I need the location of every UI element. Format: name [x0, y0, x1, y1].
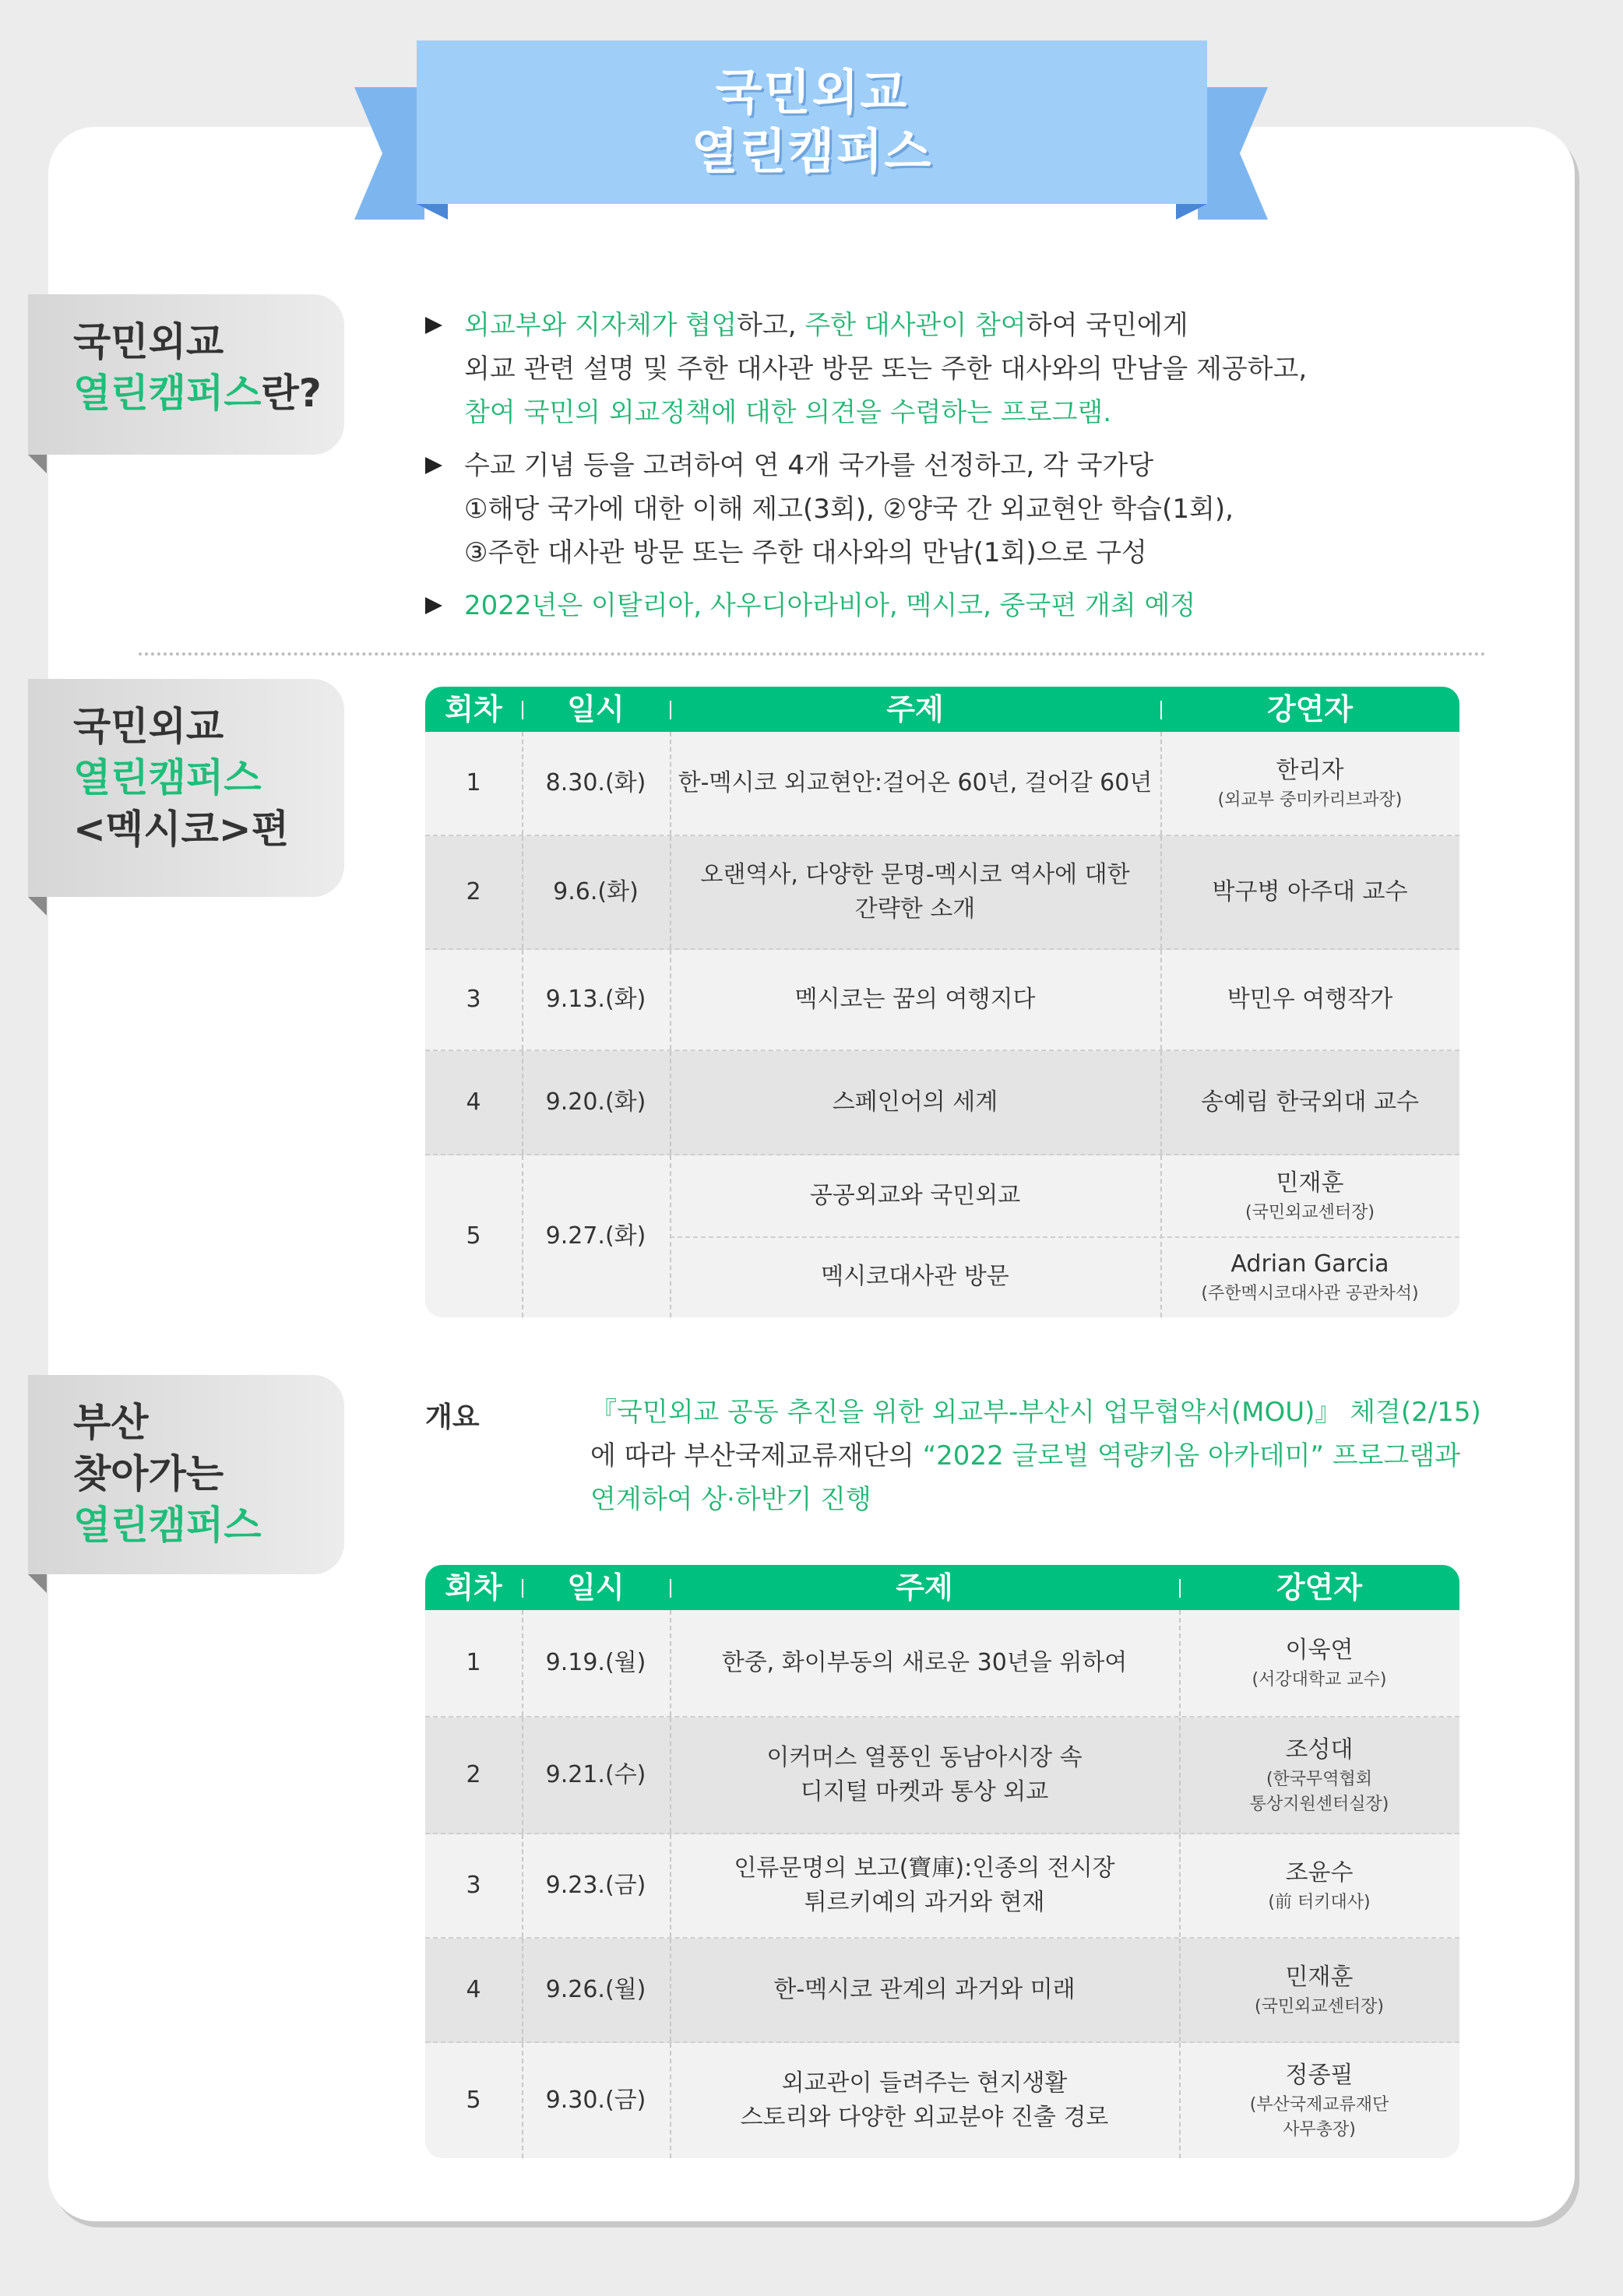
round-number: 2 — [466, 1761, 481, 1788]
speaker-cell — [1179, 1718, 1459, 1833]
highlight-text: 2022년은 이탈리아, 사우디아라비아, 멕시코, 중국편 개최 예정 — [464, 590, 1196, 621]
date-text: 8.30.(화) — [545, 769, 646, 796]
speaker-name: 민재훈 — [1285, 1964, 1354, 1991]
table-row — [425, 836, 1459, 950]
date-cell — [522, 1718, 670, 1833]
mexico-schedule-table — [425, 687, 1459, 1317]
speaker-cell — [1160, 950, 1459, 1050]
topic-text: 한중, 화이부동의 새로운 30년을 위하여 — [721, 1649, 1128, 1676]
topic-cell — [670, 1718, 1179, 1833]
header-divider — [670, 1579, 671, 1598]
speaker-affiliation: 사무총장) — [1283, 2120, 1356, 2140]
speaker-name: 조성대 — [1285, 1736, 1354, 1763]
banner-title-line1: 국민외교 — [715, 64, 909, 121]
topic-cell — [670, 732, 1160, 835]
tab-line: <멕시코>편 — [73, 807, 289, 852]
date-text: 9.27.(화) — [545, 1222, 646, 1250]
round-cell — [425, 1051, 522, 1154]
table-row — [425, 2043, 1459, 2158]
tab-suffix: 란? — [261, 371, 322, 416]
table-body — [425, 732, 1459, 1317]
topic-text: 튀르키예의 과거와 현재 — [804, 1889, 1045, 1916]
speaker-name: 조윤수 — [1285, 1859, 1354, 1886]
table-header — [425, 687, 1459, 732]
intro-bullets — [425, 304, 1516, 637]
section-tab-mexico — [28, 679, 344, 897]
body-text: ③주한 대사관 방문 또는 주한 대사와의 만남(1회)으로 구성 — [464, 537, 1147, 568]
overview-text — [590, 1391, 1509, 1521]
header-speaker: 강연자 — [1266, 692, 1354, 726]
speaker-cell — [1179, 1610, 1459, 1716]
date-cell — [522, 1834, 670, 1937]
header-round: 회차 — [445, 1570, 502, 1605]
highlight-text: 참여 국민의 외교정책에 대한 의견을 수렴하는 프로그램. — [464, 397, 1112, 428]
date-text: 9.23.(금) — [545, 1872, 646, 1899]
overview-line — [590, 1478, 1509, 1521]
speaker-name: 송예림 한국외대 교수 — [1201, 1088, 1419, 1116]
dotted-divider — [139, 652, 1486, 656]
round-number: 3 — [466, 986, 481, 1013]
topic-text: 이커머스 열풍인 동남아시장 속 — [766, 1744, 1083, 1771]
round-number: 1 — [466, 769, 481, 796]
topic-text: 한-멕시코 외교현안:걸어온 60년, 걸어갈 60년 — [678, 769, 1153, 796]
round-number: 4 — [466, 1088, 481, 1116]
topic-text: 공공외교와 국민외교 — [809, 1182, 1021, 1209]
speaker-affiliation: (前 터키대사) — [1268, 1893, 1371, 1912]
bullet-line — [464, 531, 1516, 575]
topic-text: 스토리와 다양한 외교분야 진출 경로 — [740, 2104, 1109, 2131]
date-text: 9.13.(화) — [545, 986, 646, 1013]
section-tab-what-is — [28, 294, 344, 455]
date-cell — [522, 836, 670, 948]
topic-text: 인류문명의 보고(寶庫):인종의 전시장 — [734, 1855, 1115, 1882]
topic-text: 스페인어의 세계 — [832, 1088, 998, 1116]
table-row — [425, 1155, 1459, 1317]
table-body — [425, 1610, 1459, 2158]
date-cell — [522, 950, 670, 1050]
overview-line — [590, 1434, 1509, 1478]
header-speaker: 강연자 — [1276, 1570, 1363, 1605]
topic-text: 멕시코는 꿈의 여행지다 — [794, 986, 1036, 1013]
topic-text: 외교관이 들려주는 현지생활 — [781, 2069, 1068, 2097]
speaker-name: 민재훈 — [1276, 1169, 1344, 1197]
date-cell — [522, 1155, 670, 1317]
date-cell — [522, 2043, 670, 2158]
bullet-line — [464, 487, 1516, 531]
bullet-item — [425, 304, 1516, 434]
body-text: 하고, — [737, 310, 805, 341]
tab-highlight: 열린캠퍼스 — [73, 1503, 262, 1548]
tab-highlight: 열린캠퍼스 — [73, 755, 262, 800]
topic-cell — [670, 1155, 1160, 1236]
speaker-name: 박민우 여행작가 — [1227, 986, 1393, 1013]
header-divider — [1179, 1579, 1181, 1598]
highlight-text: 외교부와 지자체가 협업 — [464, 310, 738, 341]
speaker-affiliation: (외교부 중미카리브과장) — [1217, 790, 1403, 810]
date-text: 9.26.(월) — [545, 1976, 646, 2003]
speaker-cell — [1160, 732, 1459, 835]
tab-line: 찾아가는 — [73, 1451, 224, 1496]
topic-cell — [670, 1939, 1179, 2041]
table-row — [425, 950, 1459, 1051]
speaker-name: 이욱연 — [1285, 1637, 1354, 1664]
triangle-bullet-icon — [425, 597, 442, 614]
topic-text: 오랜역사, 다양한 문명-멕시코 역사에 대한 — [700, 861, 1130, 888]
topic-text: 디지털 마켓과 통상 외교 — [800, 1778, 1049, 1806]
date-text: 9.19.(월) — [545, 1649, 646, 1676]
table-row — [425, 1051, 1459, 1155]
round-cell — [425, 732, 522, 835]
table-row — [425, 732, 1459, 836]
topic-cell — [670, 2043, 1179, 2158]
speaker-cell — [1179, 1939, 1459, 2041]
bullet-line — [464, 391, 1516, 434]
topic-cell — [670, 1610, 1179, 1716]
round-number: 2 — [466, 878, 481, 905]
tab-line: 부산 — [73, 1400, 149, 1445]
topic-text: 멕시코대사관 방문 — [821, 1263, 1009, 1290]
body-text: ①해당 국가에 대한 이해 제고(3회), ②양국 간 외교현안 학습(1회), — [464, 494, 1234, 525]
table-row — [425, 1610, 1459, 1718]
triangle-bullet-icon — [425, 457, 442, 474]
header-date: 일시 — [567, 692, 625, 726]
bullet-line — [464, 304, 1516, 347]
speaker-affiliation: (서강대학교 교수) — [1252, 1670, 1387, 1689]
triangle-bullet-icon — [425, 317, 442, 334]
speaker-cell — [1160, 1051, 1459, 1154]
table-row — [425, 1834, 1459, 1939]
topic-cell — [670, 1834, 1179, 1937]
body-text: 수교 기념 등을 고려하여 연 4개 국가를 선정하고, 각 국가당 — [464, 450, 1154, 481]
header-topic: 주제 — [886, 692, 944, 726]
header-divider — [670, 701, 671, 719]
speaker-name: 정종필 — [1285, 2062, 1354, 2089]
header-divider — [1160, 701, 1162, 719]
body-text: 외교 관련 설명 및 주한 대사관 방문 또는 주한 대사와의 만남을 제공하고, — [464, 353, 1308, 385]
topic-cell — [670, 1051, 1160, 1154]
tab-line: 국민외교 — [73, 319, 224, 364]
speaker-name: 박구병 아주대 교수 — [1212, 878, 1408, 905]
section-tab-busan — [28, 1375, 344, 1574]
round-cell — [425, 950, 522, 1050]
bullet-item — [425, 444, 1516, 575]
highlight-text: 연계하여 상·하반기 진행 — [590, 1484, 871, 1515]
speaker-affiliation: 통상지원센터실장) — [1249, 1795, 1389, 1814]
banner-title-line2: 열린캠퍼스 — [691, 123, 933, 180]
header-round: 회차 — [445, 692, 502, 726]
round-cell — [425, 1939, 522, 2041]
date-text: 9.6.(화) — [553, 878, 639, 905]
date-text: 9.20.(화) — [545, 1088, 646, 1116]
date-cell — [522, 1939, 670, 2041]
topic-cell — [670, 1236, 1160, 1317]
topic-cell — [670, 950, 1160, 1050]
speaker-cell — [1179, 2043, 1459, 2158]
title-banner — [417, 40, 1207, 204]
tab-highlight: 열린캠퍼스 — [73, 371, 262, 416]
round-cell — [425, 836, 522, 948]
topic-text: 한-멕시코 관계의 과거와 미래 — [773, 1976, 1076, 2003]
speaker-cell — [1179, 1834, 1459, 1937]
topic-cell — [670, 836, 1160, 948]
highlight-text: “2022 글로벌 역량키움 아카데미” 프로그램과 — [922, 1440, 1461, 1471]
bullet-line — [464, 444, 1516, 487]
body-text: 하여 국민에게 — [1026, 310, 1188, 341]
header-divider — [522, 701, 523, 719]
round-number: 1 — [466, 1649, 481, 1676]
speaker-affiliation: (한국무역협회 — [1266, 1770, 1373, 1789]
date-text: 9.21.(수) — [545, 1761, 646, 1788]
date-cell — [522, 1051, 670, 1154]
header-topic: 주제 — [896, 1570, 953, 1605]
table-row — [425, 1939, 1459, 2043]
overview-label: 개요 — [425, 1401, 480, 1433]
round-cell — [425, 1155, 522, 1317]
date-cell — [522, 1610, 670, 1716]
bullet-item — [425, 584, 1516, 628]
highlight-text: 주한 대사관이 참여 — [804, 310, 1026, 341]
bullet-line — [464, 347, 1516, 391]
table-header — [425, 1565, 1459, 1610]
header-date: 일시 — [567, 1570, 625, 1605]
sub-row-divider — [670, 1236, 1459, 1238]
round-number: 5 — [466, 1222, 481, 1250]
tab-line: 국민외교 — [73, 704, 224, 749]
highlight-text: 『국민외교 공동 추진을 위한 외교부-부산시 업무협약서(MOU)』 체결(2/15) — [590, 1397, 1481, 1428]
round-number: 4 — [466, 1976, 481, 2003]
speaker-affiliation: (국민외교센터장) — [1245, 1203, 1375, 1222]
speaker-name: Adrian Garcia — [1230, 1250, 1389, 1278]
speaker-name: 한리자 — [1276, 757, 1344, 784]
speaker-cell — [1160, 1236, 1459, 1317]
table-row — [425, 1718, 1459, 1834]
speaker-cell — [1160, 1155, 1459, 1236]
busan-schedule-table — [425, 1565, 1459, 2158]
speaker-affiliation: (주한멕시코대사관 공관차석) — [1201, 1284, 1419, 1303]
round-cell — [425, 1834, 522, 1937]
round-number: 5 — [466, 2087, 481, 2114]
tab-line — [73, 367, 344, 419]
date-cell — [522, 732, 670, 835]
bullet-line — [464, 584, 1516, 628]
date-text: 9.30.(금) — [545, 2087, 646, 2114]
header-divider — [522, 1579, 523, 1598]
round-cell — [425, 1610, 522, 1716]
overview-line — [590, 1391, 1509, 1434]
round-number: 3 — [466, 1872, 481, 1899]
round-cell — [425, 2043, 522, 2158]
speaker-affiliation: (국민외교센터장) — [1255, 1997, 1384, 2016]
speaker-affiliation: (부산국제교류재단 — [1249, 2095, 1389, 2115]
speaker-cell — [1160, 836, 1459, 948]
body-text: 에 따라 부산국제교류재단의 — [590, 1440, 923, 1471]
round-cell — [425, 1718, 522, 1833]
topic-text: 간략한 소개 — [854, 895, 976, 923]
